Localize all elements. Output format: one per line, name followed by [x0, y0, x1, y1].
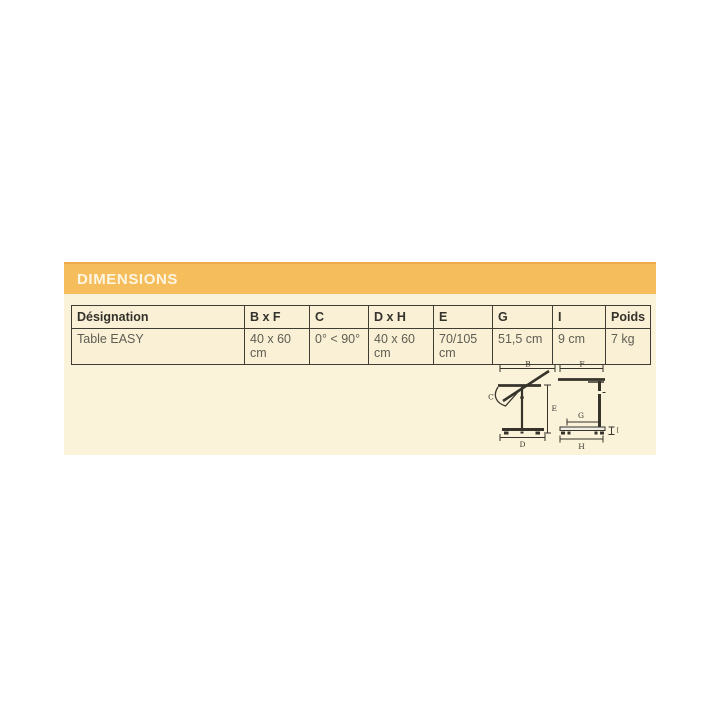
dimensions-title: DIMENSIONS [77, 270, 179, 288]
column-header-i: I [553, 306, 606, 329]
column-header-g: G [493, 306, 553, 329]
cell-bxf: 40 x 60 cm [245, 329, 310, 365]
table-header-row [72, 306, 651, 329]
dim-label-e: E [551, 404, 557, 413]
dim-label-i: I [616, 427, 619, 435]
column-header-poids: Poids [606, 306, 651, 329]
cell-c: 0° < 90° [310, 329, 369, 365]
cell-dxh: 40 x 60 cm [369, 329, 434, 365]
dim-label-d: D [519, 440, 526, 449]
front-view-diagram [488, 360, 557, 450]
column-header-dxh: D x H [369, 306, 434, 329]
side-view-diagram [558, 360, 620, 452]
column-header-bxf: B x F [245, 306, 310, 329]
cell-poids: 7 kg [606, 329, 651, 365]
column-header-designation: Désignation [72, 306, 245, 329]
cell-designation: Table EASY [72, 329, 245, 365]
dimensions-header [64, 262, 656, 294]
column-header-c: C [310, 306, 369, 329]
dimensions-table [71, 305, 651, 365]
dim-label-f: F [579, 359, 585, 369]
product-diagrams [478, 358, 658, 454]
cell-e: 70/105 cm [434, 329, 493, 365]
cell-i: 9 cm [553, 329, 606, 365]
dimensions-panel [64, 262, 656, 455]
cell-g: 51,5 cm [493, 329, 553, 365]
dim-label-h: H [578, 442, 585, 451]
dim-label-b: B [525, 359, 531, 369]
dim-label-c: C [488, 392, 494, 402]
column-header-e: E [434, 306, 493, 329]
dim-label-g: G [578, 411, 584, 420]
